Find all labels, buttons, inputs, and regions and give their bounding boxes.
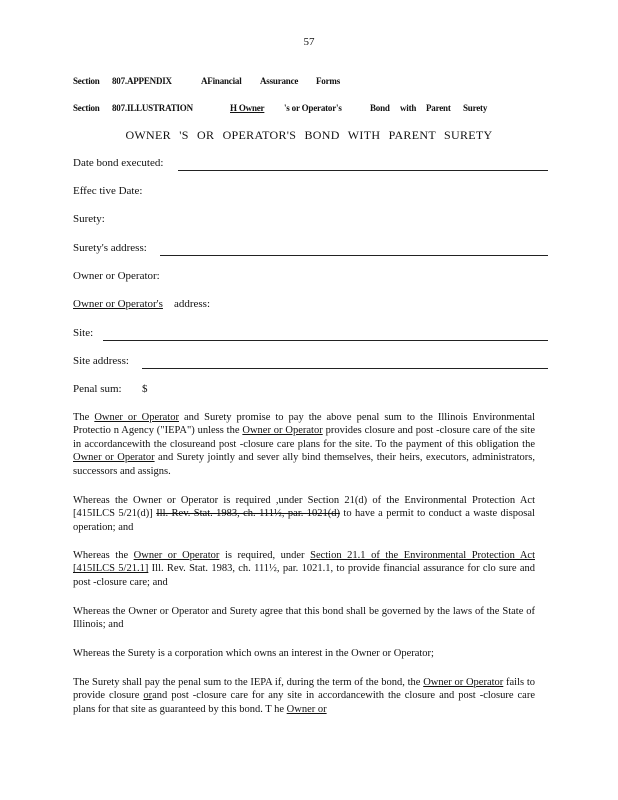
header1-section-number: 807.APPENDIX: [112, 76, 172, 86]
owner-operator-address-label: [73, 298, 210, 310]
header-line-2: [0, 103, 618, 115]
page-number: 57: [303, 36, 315, 48]
header2-part-a: H Owner: [230, 103, 265, 113]
header2-part-e: Parent: [426, 103, 451, 113]
penal-sum-symbol: $: [142, 383, 148, 395]
date-bond-executed-line: [178, 170, 548, 171]
effective-date-label: Effec tive Date:: [73, 185, 143, 197]
owner-operator-label: Owner or Operator:: [73, 270, 160, 282]
header2-part-d: with: [400, 103, 417, 113]
owner-operator-address-rest: address:: [173, 298, 210, 310]
penal-sum-label: Penal sum:: [73, 383, 122, 395]
header1-part-a: AFinancial: [201, 76, 242, 86]
site-address-line: [142, 368, 548, 369]
header2-part-b: 's or Operator's: [284, 103, 342, 113]
date-bond-executed-label: Date bond executed:: [73, 157, 164, 169]
header1-part-b: Assurance: [260, 76, 299, 86]
paragraph-whereas-laws: Whereas the Owner or Operator and Surety agree that this bond shall be governed by the laws of the State of Illinois; and: [73, 606, 535, 631]
header-line-1: [0, 76, 618, 88]
paragraph-surety-pay: The Surety shall pay the penal sum to the IEPA if, during the term of the bond, the Owner or Operator fails to provide closure orand post -closure care for any site in accordancewith the closure and post -closure care plans for that site as guaranteed by this bond. T he Owner or: [73, 677, 535, 715]
paragraph-whereas-financial: Whereas the Owner or Operator is required, under Section 21.1 of the Environmental Protection Act [415ILCS 5/21.1] Ill. Rev. Stat. 1983, ch. 111½, par. 1021.1, to provide financial assurance for clo sure and post -closure care; and: [73, 550, 536, 588]
site-address-label: Site address:: [73, 355, 129, 367]
paragraph-promise: The Owner or Operator and Surety promise to pay the above penal sum to the Illinois Environmental Protectio n Agency ("IEPA") unless the Owner or Operator provides closure and post -closure care of the site in accordancewith the closureand post -closure care plans for the site. To the payment of this obligation the Owner or Operator and Surety jointly and sever ally bind themselves, their heirs, executors, administrators, successors and assigns.: [73, 412, 535, 477]
header2-part-c: Bond: [370, 103, 390, 113]
site-line: [103, 340, 548, 341]
header1-part-c: Forms: [316, 76, 340, 86]
surety-address-label: Surety's address:: [73, 242, 147, 254]
header2-section-number: 807.ILLUSTRATION: [112, 103, 193, 113]
document-title: OWNER 'S OR OPERATOR'S BOND WITH PARENT SURETY: [125, 128, 493, 142]
header2-part-f: Surety: [463, 103, 488, 113]
header2-section-label: Section: [73, 103, 100, 113]
owner-operator-address-owner: Owner or Operator's: [73, 298, 163, 310]
site-label: Site:: [73, 327, 94, 339]
paragraph-whereas-corporation: Whereas the Surety is a corporation which owns an interest in the Owner or Operator;: [73, 648, 434, 659]
paragraph-whereas-permit: Whereas the Owner or Operator is required ,under Section 21(d) of the Environmental Protection Act [415ILCS 5/21(d)] Ill. Rev. Stat. 1983, ch. 111½, par. 1021(d) to have a permit to conduct a waste disposal operation; and: [73, 495, 535, 533]
surety-label: Surety:: [73, 213, 105, 225]
header1-section-label: Section: [73, 76, 100, 86]
surety-address-line: [160, 255, 548, 256]
